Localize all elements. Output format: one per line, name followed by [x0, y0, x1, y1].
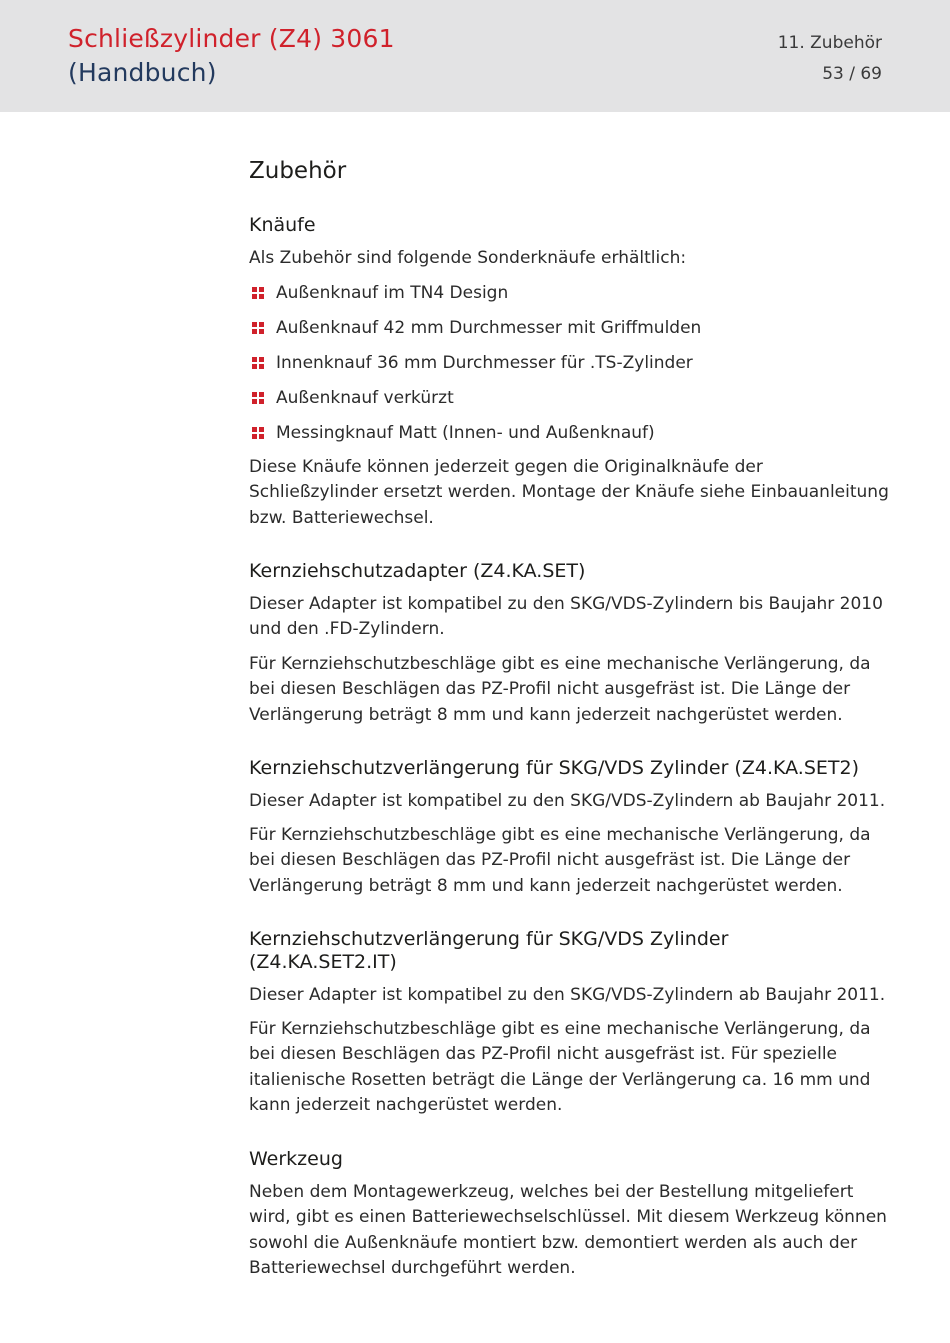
paragraph: Für Kernziehschutzbeschläge gibt es eine mechanische Verlängerung, da bei diesen Beschlägen das PZ-Profil nicht ausgefräst ist. Für spezielle italienische Rosetten beträgt die Länge der Verlängerung ca. 16 mm und kann jederzeit nachgerüstet werden. — [249, 1019, 871, 1115]
paragraph: Als Zubehör sind folgende Sonderknäufe erhältlich: — [249, 248, 687, 268]
paragraph: Dieser Adapter ist kompatibel zu den SKG/VDS-Zylindern ab Baujahr 2011. — [249, 985, 886, 1005]
bullet-icon — [252, 287, 264, 299]
bullet-icon — [252, 392, 264, 404]
page-header — [0, 0, 950, 112]
paragraph: Für Kernziehschutzbeschläge gibt es eine mechanische Verlängerung, da bei diesen Beschlägen das PZ-Profil nicht ausgefräst ist. Die Länge der Verlängerung beträgt 8 mm und kann jederzeit nachgerüstet werden. — [249, 825, 871, 896]
subsection-title: Werkzeug — [249, 1148, 343, 1170]
header-meta — [778, 28, 882, 90]
document-title-line2: (Handbuch) — [68, 58, 217, 87]
subsection-title: Kernziehschutzadapter (Z4.KA.SET) — [249, 560, 586, 582]
paragraph: Für Kernziehschutzbeschläge gibt es eine mechanische Verlängerung, da bei diesen Beschlägen das PZ-Profil nicht ausgefräst ist. Die Länge der Verlängerung beträgt 8 mm und kann jederzeit nachgerüstet werden. — [249, 654, 871, 725]
subsection-title: Knäufe — [249, 214, 316, 236]
paragraph: Dieser Adapter ist kompatibel zu den SKG/VDS-Zylindern ab Baujahr 2011. — [249, 791, 886, 811]
section-title: Zubehör — [249, 158, 347, 184]
bullet-icon — [252, 427, 264, 439]
bullet-icon — [252, 322, 264, 334]
paragraph: Dieser Adapter ist kompatibel zu den SKG/VDS-Zylindern bis Baujahr 2010 und den .FD-Zylindern. — [249, 594, 883, 640]
subsection-title: Kernziehschutzverlängerung für SKG/VDS Zylinder (Z4.KA.SET2.IT) — [249, 928, 729, 973]
bullet-icon — [252, 357, 264, 369]
paragraph: Diese Knäufe können jederzeit gegen die Originalknäufe der Schließzylinder ersetzt werden. Montage der Knäufe siehe Einbauanleitung bzw. Batteriewechsel. — [249, 457, 889, 528]
document-title — [68, 22, 395, 90]
subsection-title: Kernziehschutzverlängerung für SKG/VDS Zylinder (Z4.KA.SET2) — [249, 757, 859, 779]
document-title-line1: Schließzylinder (Z4) 3061 — [68, 24, 395, 53]
page-number: 53 / 69 — [822, 64, 882, 84]
paragraph: Neben dem Montagewerkzeug, welches bei der Bestellung mitgeliefert wird, gibt es einen Batteriewechselschlüssel. Mit diesem Werkzeug können sowohl die Außenknäufe montiert bzw. demontiert werden als auch der Batteriewechsel durchgeführt werden. — [249, 1182, 887, 1278]
chapter-label: 11. Zubehör — [777, 33, 882, 53]
